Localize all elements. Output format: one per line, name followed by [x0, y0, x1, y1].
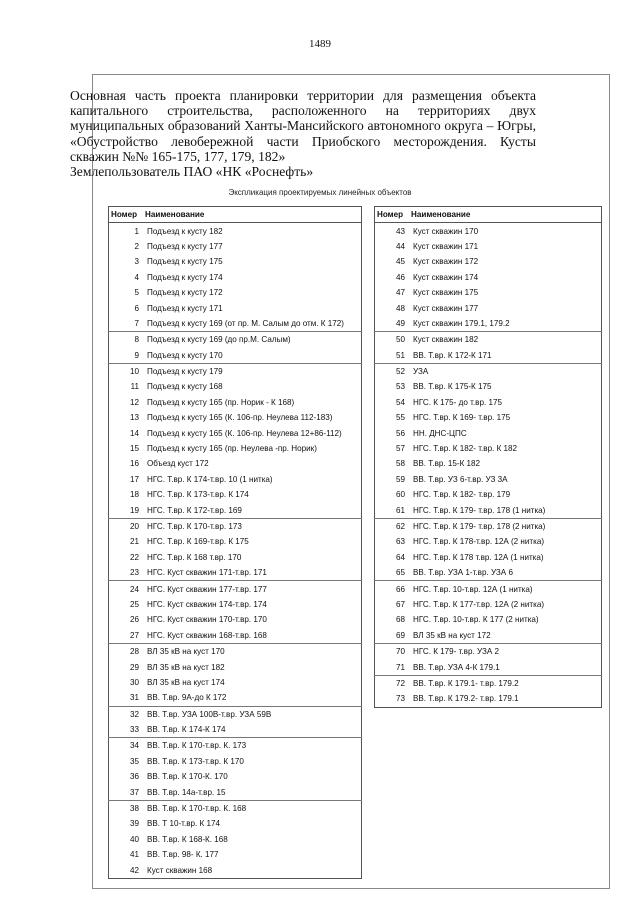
row-name: НГС. Т.вр. К 178 т.вр. 12А (1 нитка): [413, 552, 544, 562]
row-name: ВВ. Т.вр. 14а-т.вр. 15: [147, 787, 226, 797]
table-row: [109, 690, 362, 706]
row-name: Куст скважин 175: [413, 288, 479, 298]
row-number: 71: [395, 662, 405, 672]
row-number: 16: [129, 459, 139, 469]
row-number: 32: [109, 706, 146, 722]
table-row: [375, 285, 602, 300]
row-number: 50: [375, 332, 412, 348]
table-row: [109, 659, 362, 674]
row-number: 54: [395, 397, 405, 407]
heading-line: капитального строительства, расположенного на территориях двух: [70, 103, 536, 119]
row-number: 30: [129, 677, 139, 687]
document-heading: [70, 88, 536, 179]
table-row: [109, 270, 362, 285]
row-name: ВВ. Т.вр. К 170-К. 170: [147, 772, 228, 782]
table-row: [375, 425, 602, 440]
table-row: [109, 487, 362, 502]
heading-line: скважин №№ 165-175, 177, 179, 182»: [70, 148, 286, 164]
row-name: Подъезд к кусту 177: [147, 241, 223, 251]
table-row: [109, 239, 362, 254]
table-row: [109, 472, 362, 487]
row-name: ВЛ 35 кВ на куст 174: [147, 677, 225, 687]
row-number: 17: [129, 474, 139, 484]
table-row: [375, 332, 602, 348]
row-number: 13: [129, 413, 139, 423]
table-row: [375, 612, 602, 627]
row-number: 48: [395, 303, 405, 313]
row-number: 55: [395, 413, 405, 423]
row-name: НГС. Т.вр. К 169- т.вр. 175: [413, 413, 511, 423]
table-row: [109, 643, 362, 659]
row-number: 2: [134, 241, 139, 251]
row-number: 9: [134, 350, 139, 360]
row-name: Куст скважин 177: [413, 303, 479, 313]
column-header-number: Номер: [375, 207, 412, 223]
row-name: Подъезд к кусту 165 (пр. Неулева -пр. Норик): [147, 444, 317, 454]
row-number: 57: [395, 444, 405, 454]
heading-line: муниципальных образований Ханты-Мансийского автономного округа – Югры,: [70, 118, 536, 134]
table-row: [109, 441, 362, 456]
row-number: 11: [130, 382, 139, 392]
row-number: 15: [129, 444, 139, 454]
row-name: НГС. К 175- до т.вр. 175: [413, 397, 502, 407]
table-row: [109, 754, 362, 769]
table-row: [375, 300, 602, 315]
row-number: 23: [129, 568, 139, 578]
table-row: [109, 722, 362, 738]
table-row: [375, 487, 602, 502]
row-number: 14: [129, 428, 139, 438]
row-number: 73: [395, 694, 405, 704]
row-number: 34: [109, 738, 146, 754]
row-name: НГС. Т.вр. К 172-т.вр. 169: [147, 505, 242, 515]
row-number: 59: [395, 474, 405, 484]
row-name: ВВ. Т.вр. УЗА 1-т.вр. УЗА 6: [413, 568, 513, 578]
row-number: 4: [134, 272, 139, 282]
table-row: [375, 348, 602, 364]
row-number: 25: [129, 599, 139, 609]
table-row: [109, 769, 362, 784]
row-name: ВВ. Т.вр. 98- К. 177: [147, 850, 219, 860]
row-name: ВВ. Т.вр. УЗА 100В-т.вр. УЗА 59В: [145, 706, 362, 722]
row-number: 46: [395, 272, 405, 282]
row-name: ВВ. Т.вр. К 179.2- т.вр. 179.1: [413, 694, 519, 704]
row-number: 3: [134, 257, 139, 267]
row-name: ВВ. Т.вр. К 174-К 174: [147, 725, 226, 735]
table-row: [109, 285, 362, 300]
table-row: [109, 534, 362, 549]
row-number: 29: [129, 662, 139, 672]
row-number: 21: [129, 537, 139, 547]
row-number: 58: [395, 459, 405, 469]
table-row: [375, 223, 602, 239]
row-name: ВВ. Т.вр. К 172-К 171: [413, 350, 492, 360]
row-name: Куст скважин 179.1, 179.2: [413, 318, 510, 328]
table-row: [375, 581, 602, 597]
row-number: 64: [395, 552, 405, 562]
row-number: 66: [375, 581, 412, 597]
row-name: Подъезд к кусту 175: [147, 257, 223, 267]
row-name: Куст скважин 172: [413, 257, 479, 267]
row-number: 52: [375, 363, 412, 379]
table-row: [375, 456, 602, 471]
row-name: Подъезд к кусту 174: [147, 272, 223, 282]
row-number: 51: [395, 350, 405, 360]
row-name: Подъезд к кусту 171: [147, 303, 223, 313]
table-row: [109, 800, 362, 816]
row-number: 60: [395, 490, 405, 500]
row-name: НГС. К 179- т.вр. УЗА 2: [411, 643, 602, 659]
row-name: ВВ. Т.вр. 15-К 182: [413, 459, 481, 469]
row-name: НГС. Т.вр. К 170-т.вр. 173: [145, 518, 362, 534]
table-row: [375, 239, 602, 254]
heading-line: Основная часть проекта планировки территории для размещения объекта: [70, 88, 536, 103]
table-row: [109, 425, 362, 440]
table-row: [109, 832, 362, 847]
row-name: ВВ. Т.вр. К 168-К. 168: [147, 834, 228, 844]
table-row: [375, 270, 602, 285]
row-name: НГС. Т.вр. К 182- т.вр. К 182: [413, 444, 518, 454]
row-name: Подъезд к кусту 169 (до пр.М. Салым): [145, 332, 362, 348]
row-name: НГС. Т.вр. К 178-т.вр. 12А (2 нитка): [413, 537, 545, 547]
row-name: НГС. Т.вр. К 177-т.вр. 12А (2 нитка): [413, 599, 545, 609]
column-header-number: Номер: [109, 207, 146, 223]
table-row: [375, 518, 602, 534]
row-name: ВВ. Т.вр. УЗ 6-т.вр. УЗ 3А: [413, 474, 508, 484]
row-name: ВВ. Т.вр. К 173-т.вр. К 170: [147, 756, 244, 766]
row-number: 5: [134, 288, 139, 298]
row-name: ВВ. Т.вр. К 170-т.вр. К. 168: [145, 800, 362, 816]
row-name: Куст скважин 168: [147, 865, 213, 875]
row-name: Подъезд к кусту 165 (К. 106-пр. Неулева 112-183): [147, 413, 333, 423]
table-row: [375, 472, 602, 487]
row-name: Подъезд к кусту 165 (К. 106-пр. Неулева 12+86-112): [147, 428, 342, 438]
row-name: НГС. Т.вр. К 169-т.вр. К 175: [147, 537, 249, 547]
row-number: 49: [395, 318, 405, 328]
row-number: 18: [129, 490, 139, 500]
row-name: НГС. Т.вр. К 174-т.вр. 10 (1 нитка): [147, 474, 273, 484]
row-number: 8: [109, 332, 146, 348]
row-number: 10: [109, 363, 146, 379]
row-name: Объезд куст 172: [147, 459, 209, 469]
table-row: [109, 675, 362, 690]
row-name: Подъезд к кусту 182: [147, 226, 223, 236]
table-row: [375, 534, 602, 549]
table-row: [109, 456, 362, 471]
row-number: 40: [129, 834, 139, 844]
table-row: [109, 862, 362, 878]
row-number: 1: [134, 226, 139, 236]
row-name: НГС. Куст скважин 171-т.вр. 171: [147, 568, 267, 578]
row-number: 36: [129, 772, 139, 782]
row-number: 47: [395, 288, 405, 298]
row-name: НГС. Куст скважин 174-т.вр. 174: [147, 599, 267, 609]
row-number: 63: [395, 537, 405, 547]
row-number: 41: [129, 850, 139, 860]
row-name: НГС. Т.вр. К 179- т.вр. 178 (1 нитка): [413, 505, 546, 515]
row-number: 28: [109, 643, 146, 659]
row-number: 27: [129, 630, 139, 640]
row-number: 61: [395, 505, 405, 515]
row-number: 31: [129, 693, 139, 703]
row-number: 22: [129, 552, 139, 562]
table-row: [375, 628, 602, 644]
row-name: ВВ. Т 10-т.вр. К 174: [147, 819, 221, 829]
table-row: [375, 316, 602, 332]
column-header-name: Наименование: [411, 207, 602, 223]
row-name: ВВ. Т.вр. К 170-т.вр. К. 173: [145, 738, 362, 754]
land-user-line: Землепользователь ПАО «НК «Роснефть»: [70, 164, 314, 180]
row-number: 42: [129, 865, 139, 875]
table-row: [109, 332, 362, 348]
row-number: 35: [129, 756, 139, 766]
row-name: Подъезд к кусту 179: [145, 363, 362, 379]
explication-table-left: [108, 206, 362, 879]
row-number: 68: [395, 615, 405, 625]
table-row: [109, 316, 362, 332]
row-name: НН. ДНС-ЦПС: [413, 428, 467, 438]
row-name: Куст скважин 170: [413, 226, 479, 236]
row-number: 67: [395, 599, 405, 609]
table-row: [375, 675, 602, 691]
heading-line: «Обустройство левобережной части Приобского месторождения. Кусты: [70, 133, 536, 149]
table-row: [375, 565, 602, 581]
table-row: [375, 254, 602, 269]
table-row: [109, 550, 362, 565]
row-name: НГС. Т.вр. К 182- т.вр. 179: [413, 490, 511, 500]
row-number: 43: [395, 226, 405, 236]
row-number: 44: [395, 241, 405, 251]
row-number: 26: [129, 615, 139, 625]
table-title: Экспликация проектируемых линейных объектов: [228, 188, 412, 197]
row-name: Куст скважин 182: [411, 332, 602, 348]
table-row: [109, 395, 362, 410]
row-name: НГС. Т.вр. 10-т.вр. 12А (1 нитка): [411, 581, 602, 597]
table-row: [375, 379, 602, 394]
row-name: ВЛ 35 кВ на куст 172: [413, 630, 491, 640]
row-number: 38: [109, 800, 146, 816]
table-row: [109, 738, 362, 754]
row-name: НГС. Куст скважин 168-т.вр. 168: [147, 630, 267, 640]
row-number: 69: [395, 630, 405, 640]
page-number: 1489: [309, 38, 331, 50]
row-name: УЗА: [411, 363, 602, 379]
row-name: НГС. Т.вр. 10-т.вр. К 177 (2 нитка): [413, 615, 539, 625]
row-name: ВВ. Т.вр. К 179.1- т.вр. 179.2: [411, 675, 602, 691]
table-row: [109, 410, 362, 425]
row-name: Подъезд к кусту 172: [147, 288, 223, 298]
table-row: [109, 363, 362, 379]
row-name: ВВ. Т.вр. К 175-К 175: [413, 382, 492, 392]
row-number: 56: [395, 428, 405, 438]
table-row: [109, 612, 362, 627]
table-row: [109, 223, 362, 239]
row-name: Куст скважин 171: [413, 241, 479, 251]
row-number: 39: [129, 819, 139, 829]
column-header-name: Наименование: [145, 207, 362, 223]
table-row: [109, 502, 362, 518]
table-row: [109, 597, 362, 612]
row-number: 6: [134, 303, 139, 313]
row-number: 37: [129, 787, 139, 797]
row-number: 24: [109, 581, 146, 597]
table-row: [109, 300, 362, 315]
table-row: [109, 816, 362, 831]
row-number: 20: [109, 518, 146, 534]
row-number: 65: [395, 568, 405, 578]
row-name: НГС. Т.вр. К 173-т.вр. К 174: [147, 490, 249, 500]
table-row: [375, 441, 602, 456]
table-row: [375, 395, 602, 410]
table-row: [375, 410, 602, 425]
table-row: [375, 691, 602, 707]
table-row: [109, 379, 362, 394]
table-row: [109, 348, 362, 364]
table-row: [109, 581, 362, 597]
row-number: 70: [375, 643, 412, 659]
row-name: ВВ. Т.вр. УЗА 4-К 179.1: [413, 662, 500, 672]
row-name: НГС. Т.вр. К 179- т.вр. 178 (2 нитка): [411, 518, 602, 534]
table-row: [375, 363, 602, 379]
table-row: [109, 784, 362, 800]
row-name: Подъезд к кусту 165 (пр. Норик - К 168): [147, 397, 295, 407]
table-row: [109, 847, 362, 862]
row-name: ВЛ 35 кВ на куст 182: [147, 662, 225, 672]
row-number: 19: [129, 505, 139, 515]
row-number: 62: [375, 518, 412, 534]
row-number: 12: [129, 397, 139, 407]
row-name: Подъезд к кусту 169 (от пр. М. Салым до отм. К 172): [147, 318, 344, 328]
row-name: НГС. Куст скважин 170-т.вр. 170: [147, 615, 267, 625]
table-row: [375, 550, 602, 565]
row-name: Куст скважин 174: [413, 272, 479, 282]
row-number: 72: [375, 675, 412, 691]
row-number: 45: [395, 257, 405, 267]
row-name: ВЛ 35 кВ на куст 170: [145, 643, 362, 659]
row-number: 7: [134, 318, 139, 328]
table-row: [109, 518, 362, 534]
row-name: Подъезд к кусту 168: [147, 382, 223, 392]
row-name: НГС. Куст скважин 177-т.вр. 177: [145, 581, 362, 597]
table-row: [375, 597, 602, 612]
table-row: [375, 659, 602, 675]
table-row: [109, 706, 362, 722]
row-number: 53: [395, 382, 405, 392]
row-name: Подъезд к кусту 170: [147, 350, 223, 360]
table-row: [109, 565, 362, 581]
row-number: 33: [129, 725, 139, 735]
explication-table-right: [374, 206, 602, 708]
row-name: ВВ. Т.вр. 9А-до К 172: [147, 693, 227, 703]
table-row: [375, 643, 602, 659]
table-row: [375, 502, 602, 518]
row-name: НГС. Т.вр. К 168 т.вр. 170: [147, 552, 242, 562]
table-row: [109, 628, 362, 644]
table-row: [109, 254, 362, 269]
